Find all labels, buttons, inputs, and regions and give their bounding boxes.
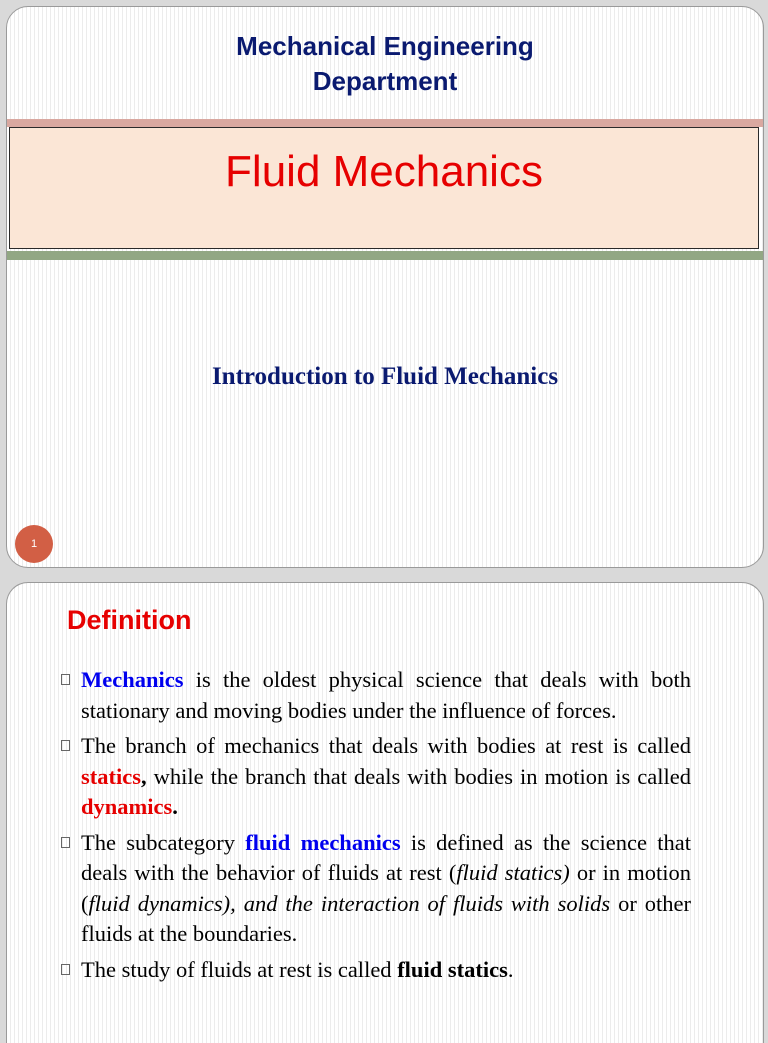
term-statics: statics <box>81 763 141 789</box>
bullet-box-icon <box>61 964 70 975</box>
bullet-text: or other fluids at the boundaries. <box>81 890 691 946</box>
bullet-box-icon <box>61 674 70 685</box>
bullet-text: is the oldest physical science that deals with both stationary and moving bodies under the influence of forces. <box>81 667 691 723</box>
department-line-2: Department <box>312 66 458 96</box>
title-band-top <box>7 119 763 127</box>
bullet-text: . <box>172 794 178 819</box>
slide-subtitle: Introduction to Fluid Mechanics <box>211 363 559 390</box>
italic-fluid-statics: fluid statics) <box>456 860 570 885</box>
page-number-badge: 1 <box>15 525 53 563</box>
bullet-text: . <box>507 956 514 982</box>
bullet-text: The branch of mechanics that deals with bodies at rest is called <box>81 733 691 758</box>
bullet-text: while the branch that deals with bodies in motion is called <box>146 763 691 789</box>
list-item <box>61 828 691 950</box>
department-line-1: Mechanical Engineering <box>236 31 534 61</box>
bullet-box-icon <box>61 740 70 751</box>
term-dynamics: dynamics <box>81 794 173 819</box>
title-slide <box>6 6 764 568</box>
term-mechanics: Mechanics <box>81 667 184 692</box>
title-box <box>9 127 759 249</box>
bullet-text: or in motion ( <box>81 860 692 916</box>
title-band-bottom <box>7 251 763 260</box>
bullet-text: The study of fluids at rest is called <box>81 956 398 982</box>
term-fluid-statics: fluid statics <box>397 956 508 982</box>
bullet-box-icon <box>61 837 70 848</box>
term-fluid-mechanics: fluid mechanics <box>245 829 401 855</box>
section-heading: Definition <box>67 605 192 635</box>
italic-fluid-dynamics: fluid dynamics), and the interaction of fluids with solids <box>88 890 611 916</box>
department-title <box>7 29 763 99</box>
slide-title: Fluid Mechanics <box>225 147 543 196</box>
bullet-list <box>61 665 691 990</box>
bullet-text: , <box>141 763 147 789</box>
bullet-text: The subcategory <box>81 829 246 855</box>
definition-slide <box>6 582 764 1043</box>
list-item <box>61 665 691 726</box>
bullet-text: is defined as the science that deals with the behavior of fluids at rest ( <box>81 829 691 885</box>
list-item <box>61 955 691 986</box>
list-item <box>61 731 691 823</box>
